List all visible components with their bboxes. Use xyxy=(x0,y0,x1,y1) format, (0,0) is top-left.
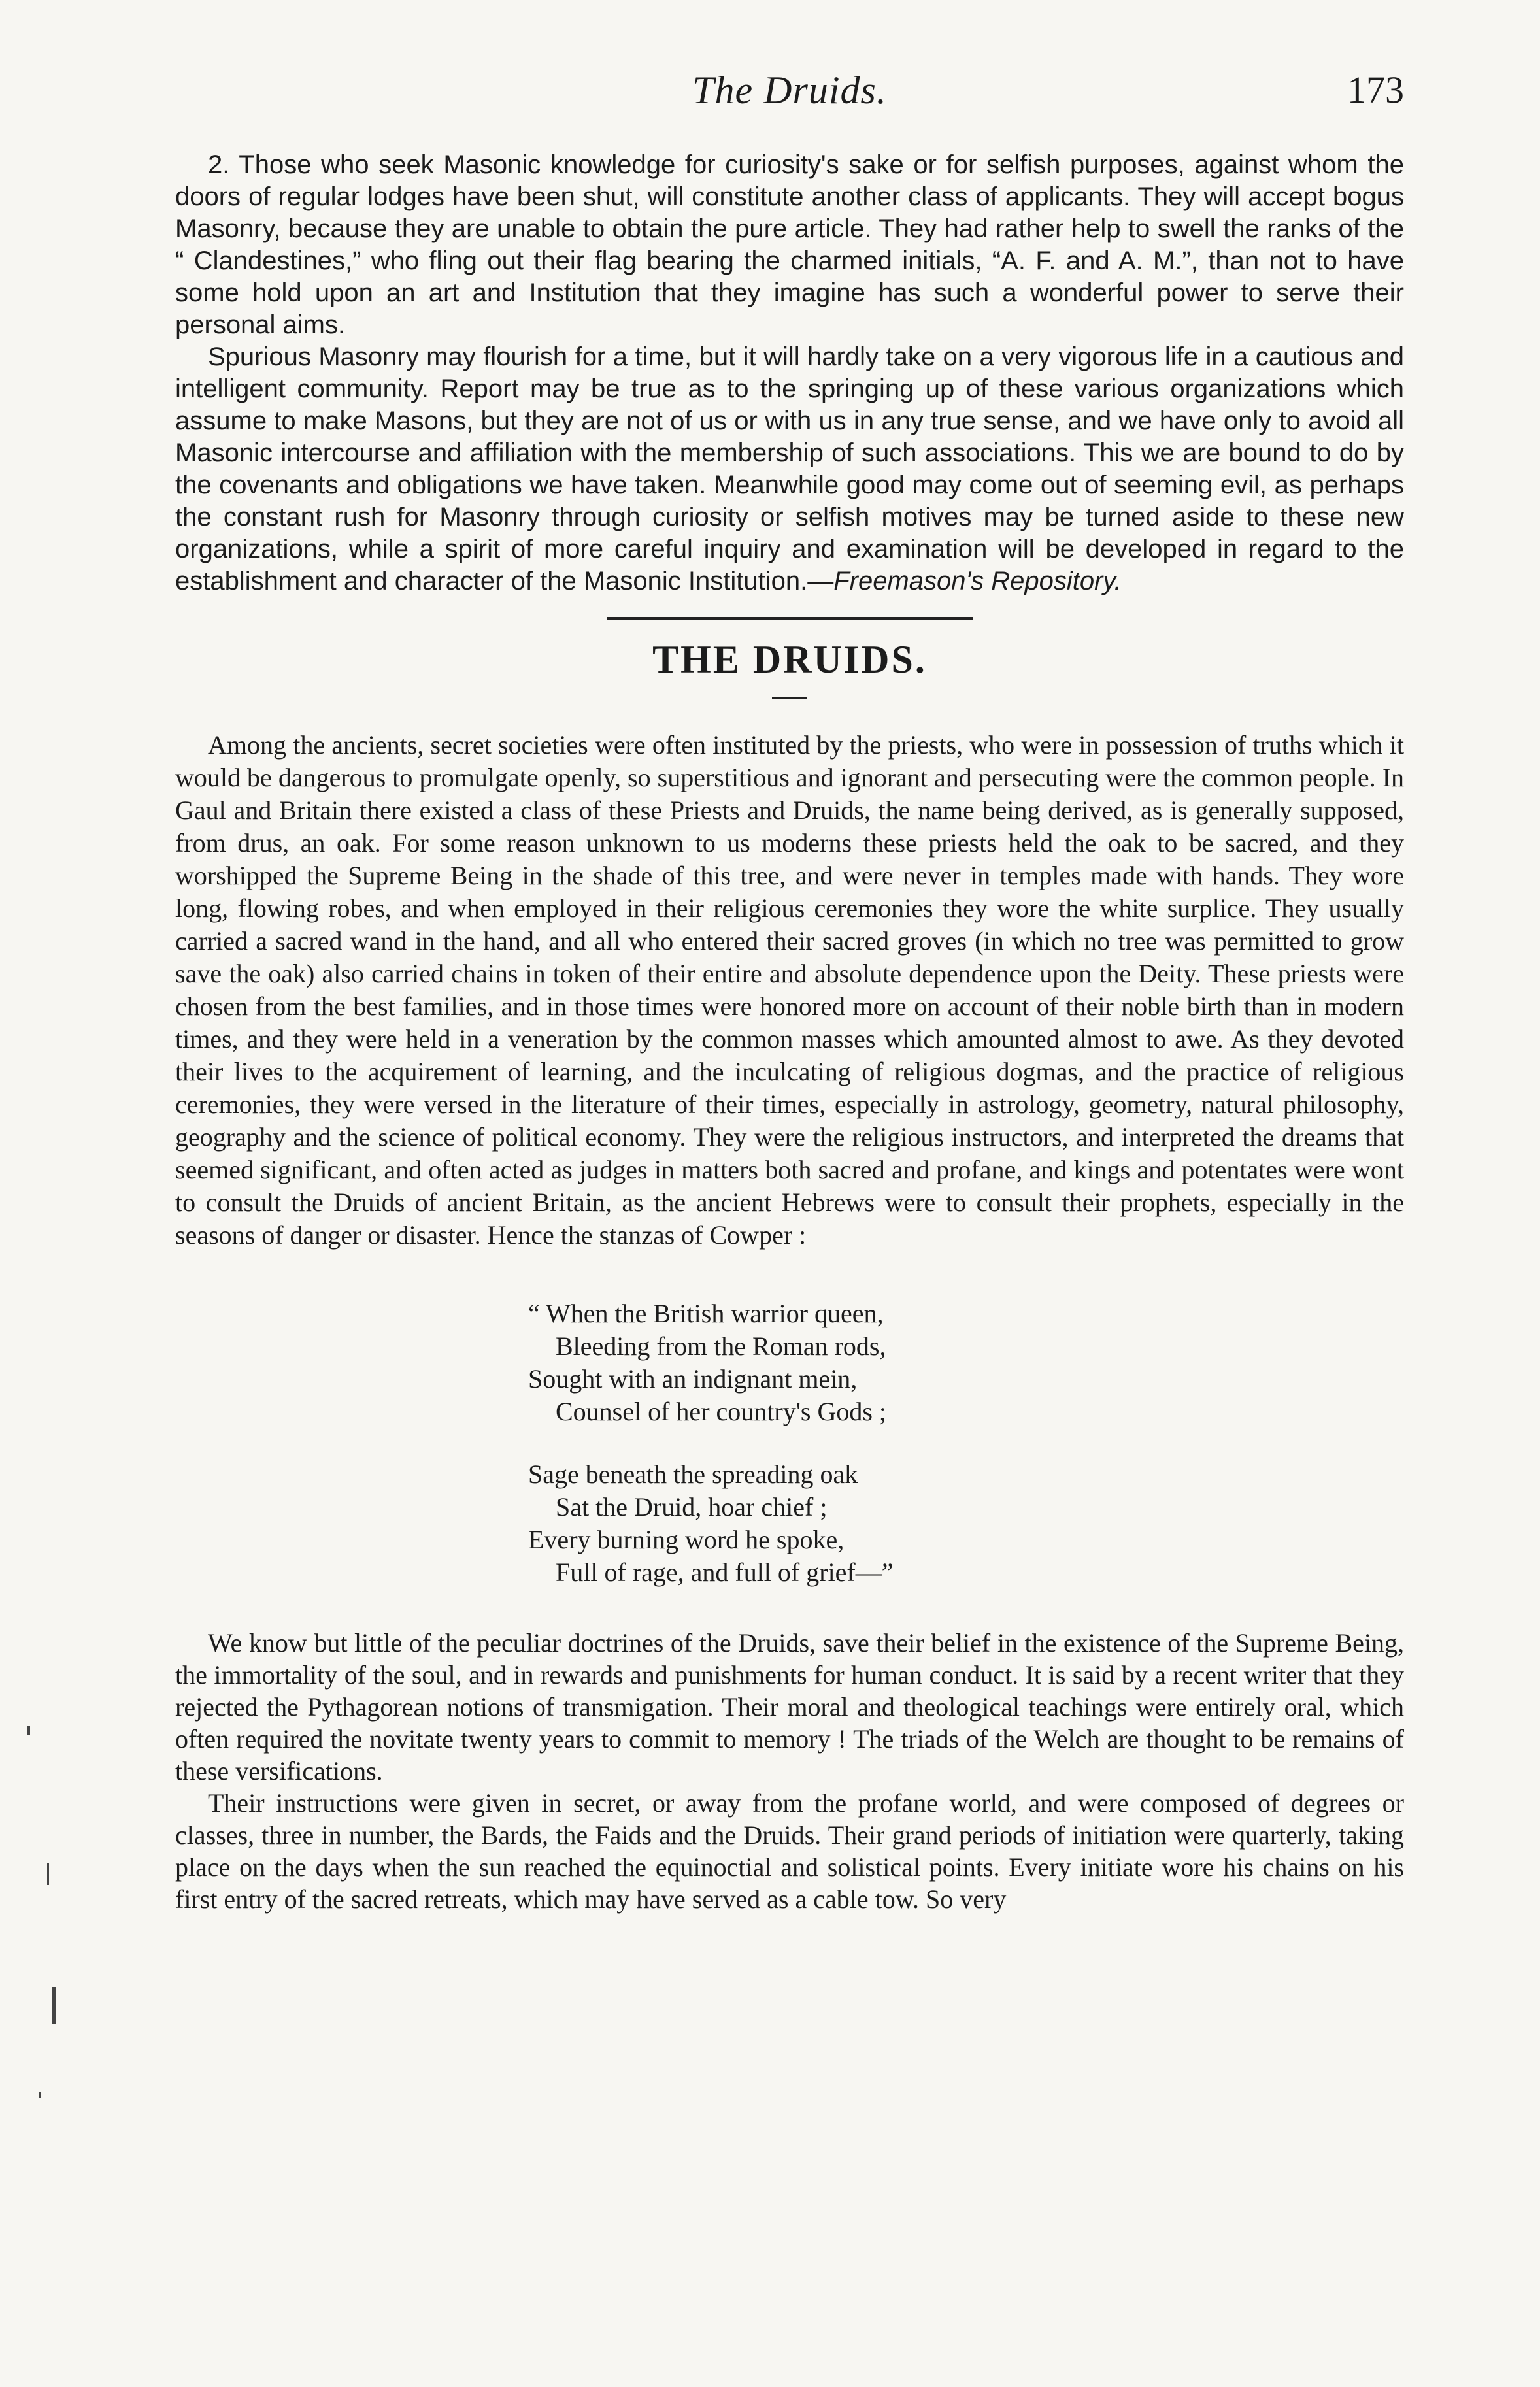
druids-paragraph: Among the ancients, secret societies were often instituted by the priests, who were in possession of truths which it would be dangerous to promulgate openly, so superstitious and ignorant and persecuting were the common people. In Gaul and Britain there existed a class of these Priests and Druids, the name being derived, as is generally supposed, from drus, an oak. For some reason unknown to us moderns these priests held the oak to be sacred, and they worshipped the Supreme Being in the shade of this tree, and were never in temples made with hands. They wore long, flowing robes, and when employed in their religious ceremonies they wore the white surplice. They usually carried a sacred wand in the hand, and all who entered their sacred groves (in which no tree was permitted to grow save the oak) also carried chains in token of their entire and absolute dependence upon the Deity. These priests were chosen from the best families, and in those times were honored more on account of their noble birth than in modern times, and they were held in a veneration by the common masses which amounted almost to awe. As they devoted their lives to the acquirement of learning, and the inculcating of religious dogmas, and the practice of religious ceremonies, they were versed in the literature of their times, especially in astrology, geometry, natural philosophy, geography and the science of political economy. They were the religious instructors, and interpreted the dreams that seemed significant, and often acted as judges in matters both sacred and profane, and kings and potentates were wont to consult the Druids of ancient Britain, as the ancient Hebrews were to consult their prophets, especially in the seasons of danger or disaster. Hence the stanzas of Cowper : xyxy=(175,730,1404,1250)
scan-mark xyxy=(52,1987,56,2024)
poem-stanza xyxy=(528,1458,1404,1589)
scan-mark xyxy=(27,1726,30,1735)
scan-mark xyxy=(47,1863,49,1885)
article-body xyxy=(175,149,1404,1915)
section-title: THE DRUIDS. xyxy=(652,638,927,681)
poem-line: Full of rage, and full of grief—” xyxy=(556,1558,894,1587)
bogus-masonry-paragraph: 2. Those who seek Masonic knowledge for curiosity's sake or for selfish purposes, against whom the doors of regular lodges have been shut, will constitute another class of applicants. They will accept bogus Masonry, because they are unable to obtain the pure article. They had rather help to swell the ranks of the “ Clandestines,” who fling out their flag bearing the charmed initials, “A. F. and A. M.”, than not to have some hold upon an art and Institution that they imagine has such a wonderful power to serve their personal aims. xyxy=(175,150,1404,339)
instructions-paragraph: Their instructions were given in secret, or away from the profane world, and were composed of degrees or classes, three in number, the Bards, the Faids and the Druids. Their grand periods of initiation were quarterly, taking place on the days when the sun reached the equinoctial and solistical points. Every initiate wore his chains on his first entry of the sacred retreats, which may have served as a cable tow. So very xyxy=(175,1788,1404,1914)
poem-line: Counsel of her country's Gods ; xyxy=(556,1397,887,1426)
poem-line: Bleeding from the Roman rods, xyxy=(556,1331,886,1361)
page-number: 173 xyxy=(1347,69,1404,111)
running-title: The Druids. xyxy=(692,69,887,112)
druids-doctrines xyxy=(175,1627,1404,1915)
poem-line: “ When the British warrior queen, xyxy=(528,1299,884,1328)
doctrines-paragraph: We know but little of the peculiar doctrines of the Druids, save their belief in the existence of the Supreme Being, the immortality of the soul, and in rewards and punishments for human conduct. It is said by a recent writer that they rejected the Pythagorean notions of transmigation. Their moral and theological teachings were entirely oral, which often required the novitate twenty years to commit to memory ! The triads of the Welch are thought to be remains of these versifications. xyxy=(175,1628,1404,1786)
title-rule xyxy=(772,697,807,699)
running-head xyxy=(175,68,1404,115)
druids-article xyxy=(175,637,1404,1915)
previous-article xyxy=(175,149,1404,597)
cowper-poem xyxy=(528,1297,1404,1589)
source-citation: Freemason's Repository. xyxy=(833,567,1122,595)
spurious-masonry-paragraph xyxy=(175,341,1404,597)
poem-line: Every burning word he spoke, xyxy=(528,1525,845,1554)
druids-intro xyxy=(175,729,1404,1252)
section-divider xyxy=(607,617,973,620)
spurious-masonry-text: Spurious Masonry may flourish for a time, but it will hardly take on a very vigorous life in a cautious and intelligent community. Report may be true as to the springing up of these various organizations which assume to make Masons, but they are not of us or with us in any true sense, and we have only to avoid all Masonic intercourse and affiliation with the membership of such associations. This we are bound to do by the covenants and obligations we have taken. Meanwhile good may come out of seeming evil, as perhaps the constant rush for Masonry through curiosity or selfish motives may be turned aside to these new organizations, while a spirit of more careful inquiry and examination will be developed in regard to the establishment and character of the Masonic Institution.— xyxy=(175,342,1404,595)
poem-line: Sage beneath the spreading oak xyxy=(528,1460,858,1489)
poem-line: Sought with an indignant mein, xyxy=(528,1364,858,1394)
poem-stanza xyxy=(528,1297,1404,1428)
scan-mark xyxy=(39,2092,41,2098)
poem-line: Sat the Druid, hoar chief ; xyxy=(556,1492,828,1522)
